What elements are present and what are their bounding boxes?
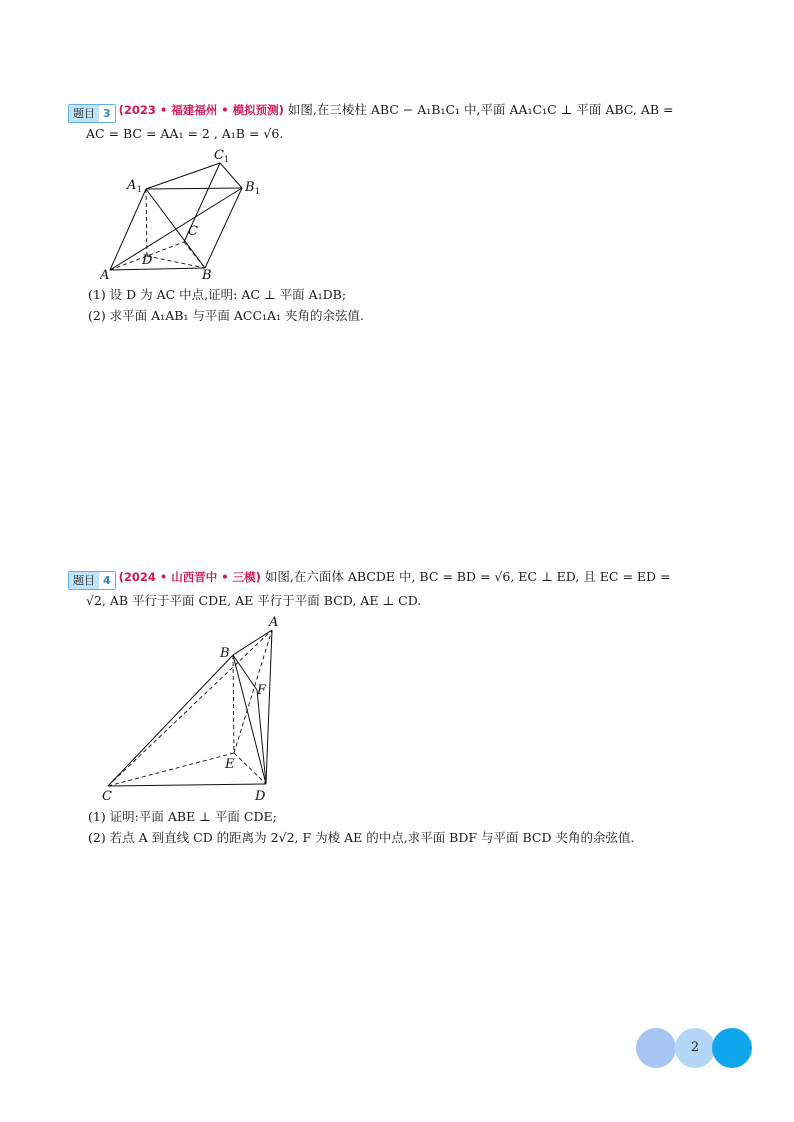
label-A1: A — [127, 178, 137, 193]
problem-3-tag — [68, 104, 116, 123]
tag-label: 题目 — [69, 105, 99, 122]
label-A: A — [100, 268, 110, 283]
edge-BD — [233, 655, 266, 784]
label-B: B — [220, 646, 230, 661]
problem-4-question-1: (1) 证明:平面 ABE ⊥ 平面 CDE; — [88, 809, 277, 824]
label-F: F — [257, 683, 267, 698]
edge-C1B1 — [220, 163, 242, 188]
edge-CB-hidden — [184, 242, 205, 268]
problem-3-statement-line-2: AC = BC = AA₁ = 2 , A₁B = √6. — [86, 126, 284, 141]
problem-3-statement-line-1 — [68, 99, 728, 123]
label-E: E — [225, 757, 235, 772]
tag-label: 题目 — [69, 572, 99, 589]
problem-3 — [68, 99, 728, 145]
label-C: C — [102, 789, 112, 804]
tag-number: 3 — [99, 105, 115, 122]
edge-FD — [257, 690, 266, 784]
label-B1: B — [245, 180, 255, 195]
edge-ED-hidden — [234, 753, 266, 784]
problem-4-tag — [68, 571, 116, 590]
label-A: A — [269, 615, 279, 630]
label-D: D — [142, 253, 153, 268]
svg-text:1: 1 — [255, 187, 261, 196]
edge-CD — [108, 784, 266, 786]
page-number: 2 — [690, 1040, 700, 1055]
edge-BF — [233, 655, 257, 690]
label-C1: C — [214, 148, 224, 163]
problem-4-statement-line-1 — [68, 566, 728, 590]
edge-A1C1 — [146, 163, 220, 189]
problem-4-questions — [88, 806, 748, 848]
edge-BE-hidden — [233, 655, 234, 753]
problem-3-question-1: (1) 设 D 为 AC 中点,证明: AC ⊥ 平面 A₁DB; — [88, 287, 347, 302]
edge-A1A — [110, 189, 146, 270]
problem-4-line-1-text: 如图,在六面体 ABCDE 中, BC = BD = √6, EC ⊥ ED, 且 EC = ED = — [264, 569, 671, 584]
edge-A1D-hidden — [146, 189, 147, 256]
problem-3-question-2: (2) 求平面 A₁AB₁ 与平面 ACC₁A₁ 夹角的余弦值. — [88, 308, 365, 323]
label-D: D — [255, 789, 266, 804]
problem-4-source: (2024 • 山西晋中 • 三模) — [118, 570, 261, 584]
edge-CB — [108, 655, 233, 786]
badge-circle-left — [636, 1028, 676, 1068]
svg-text:1: 1 — [137, 185, 143, 194]
label-B: B — [202, 268, 212, 283]
problem-4-statement-line-2: √2, AB 平行于平面 CDE, AE 平行于平面 BCD, AE ⊥ CD. — [86, 593, 422, 608]
problem-4-question-2: (2) 若点 A 到直线 CD 的距离为 2√2, F 为棱 AE 的中点,求平面 BDF 与平面 BCD 夹角的余弦值. — [88, 830, 635, 845]
label-C: C — [188, 224, 198, 239]
edge-BA — [233, 630, 272, 655]
edge-AD — [266, 630, 272, 784]
edge-A1B1 — [146, 188, 242, 189]
edge-AB1 — [110, 188, 242, 270]
edge-CA-hidden — [108, 630, 272, 786]
problem-4 — [68, 566, 728, 612]
edge-CE-hidden — [108, 753, 234, 786]
problem-3-figure — [100, 145, 270, 285]
svg-text:1: 1 — [224, 155, 230, 164]
problem-3-line-1-text: 如图,在三棱柱 ABC − A₁B₁C₁ 中,平面 AA₁C₁C ⊥ 平面 ABC, AB = — [287, 102, 674, 117]
problem-4-figure — [100, 610, 290, 805]
edge-AB — [110, 268, 205, 270]
problem-3-questions — [88, 284, 748, 326]
tag-number: 4 — [99, 572, 115, 589]
problem-3-source: (2023 • 福建福州 • 模拟预测) — [118, 103, 284, 117]
badge-circle-right — [712, 1028, 752, 1068]
page-number-badge — [636, 1028, 754, 1068]
edge-DB-hidden — [147, 256, 205, 268]
